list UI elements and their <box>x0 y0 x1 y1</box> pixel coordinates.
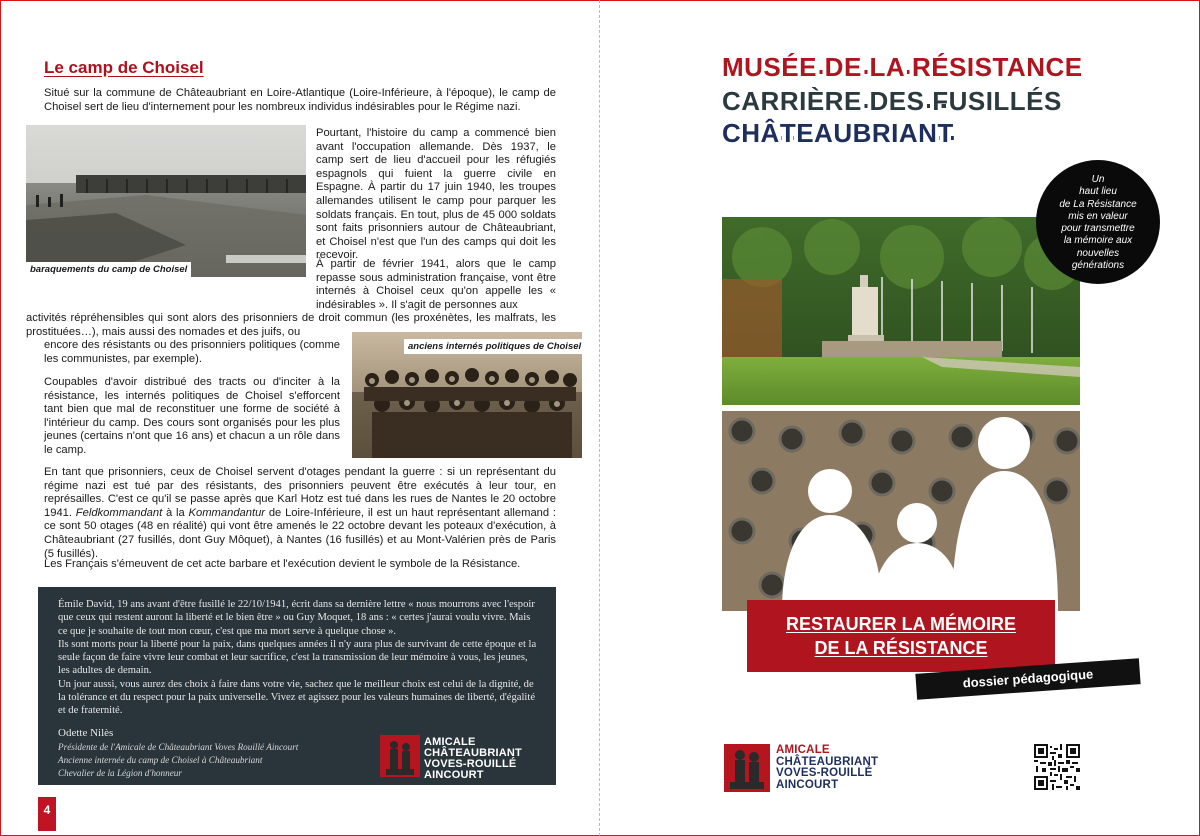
hostages-text-2: à la <box>162 506 189 519</box>
feldkommandant-term: Feldkommandant <box>75 506 163 519</box>
internees-caption: anciens internés politiques de Choisel <box>404 339 585 354</box>
right-logo-line-3: VOVES-ROUILLÉ <box>776 767 873 779</box>
restore-memory-title <box>747 612 1055 660</box>
logo-line-1: AMICALE <box>424 736 476 748</box>
logo-line-3: VOVES-ROUILLÉ <box>424 758 517 770</box>
signature-title-3: Chevalier de la Légion d'honneur <box>58 768 182 778</box>
amicale-logo-text <box>424 737 522 781</box>
society-paragraph: Coupables d'avoir distribué des tracts ou d'inciter à la résistance, les internés politiques de Choisel s'efforcent tant bien que mal de reconstituer une forme de société à l'intérieur du camp. Des cours sont organisés pour les plus jeunes (certains n'ont que 16 ans) et chacun a un rôle dans le camp. <box>44 376 340 456</box>
execution-wall-photo <box>722 411 1080 611</box>
right-logo-line-4: AINCOURT <box>776 778 839 791</box>
testimony-text: Émile David, 19 ans avant d'être fusillé le 22/10/1941, écrit dans sa dernière lettre « nous mourrons avec l'espoir que ceux qui restent auront la liberté et le bien être » ou Guy Moquet, 18 ans : « certes j'aurai voulu vivre. Mais ce que je souhaite de tout mon cœur, c'est que ma mort serve à quelque chose ». Ils sont morts pour la liberté pour la paix, dans quelques années il n'y aura plus de survivant de cette époque et la seule façon de faire vivre leur combat et leur sacrifice, c'est la transmission de leur mémoire à vous, les jeunes, les adultes de demain. Un jour aussi, vous aurez des choix à faire dans votre vie, sachez que le meilleur choix est celui de la dignité, de la tolérance et du respect pour la paix universelle. Vivez et agissez pour les valeurs humaines de liberté, d'égalité et de fraternité. <box>58 599 537 717</box>
hostages-text-1: En tant que prisonniers, ceux de Choisel servent d'otages pendant la guerre : si un représentant du régime nazi est tué par des résistants, des prisonniers peuvent être exécutés à leur tour, en représailles. C'est ce qu'il se passe après que Karl Hotz est tué dans les rues de Nantes le 20 octobre 1941. <box>44 466 556 519</box>
signature-title-1: Présidente de l'Amicale de Châteaubriant Voves Rouillé Aincourt <box>58 742 299 752</box>
dossier-label: dossier pédagogique <box>915 658 1140 700</box>
highlight-circle-text: Un haut lieu de La Résistance mis en valeur pour transmettre la mémoire aux nouvelles générations <box>1059 174 1137 272</box>
indesirables-paragraph-start: À partir de février 1941, alors que le camp repasse sous administration française, vont être internés à Choisel ceux qu'on appelle les « indésirables ». Il s'agit de personnes aux <box>316 258 556 311</box>
history-paragraph: Pourtant, l'histoire du camp a commencé bien avant l'occupation allemande. Dès 1937, le camp sert de lieu d'accueil pour les réfugiés espagnols qui fuient la guerre civile en Espagne. À partir du 17 juin 1940, les troupes allemandes utilisent le camp pour parquer les soldats français. En tout, plus de 45 000 soldats sont faits prisonniers autour de Châteaubriant, et Choisel n'est que l'un des camps qui doit les recevoir. <box>316 127 556 262</box>
page-number: 4 <box>38 797 56 831</box>
restore-memory-line-2: DE LA RÉSISTANCE <box>814 638 988 658</box>
amicale-logo-text-right <box>776 745 878 791</box>
conclusion-paragraph: Les Français s'émeuvent de cet acte barbare et l'exécution devient le symbole de la Résistance. <box>44 558 521 570</box>
right-logo-line-1: AMICALE <box>776 744 830 756</box>
signature-name: Odette Nilès <box>58 727 114 739</box>
indesirables-paragraph-middle: activités répréhensibles qui sont alors des prisonniers de droit commun (les proxénètes, les malfrats, les prostituées…), mais aussi des nomades et des juifs, ou <box>26 312 556 338</box>
hostages-paragraph <box>44 466 556 561</box>
qr-code[interactable] <box>1034 744 1080 790</box>
title-musee: MUSÉE DE LA RÉSISTANCE <box>722 52 1083 82</box>
page-fold <box>599 0 600 836</box>
memorial-photo <box>722 217 1080 405</box>
indesirables-paragraph-end: encore des résistants ou des prisonniers politiques (comme les communistes, par exemple). <box>44 339 340 365</box>
intro-paragraph: Situé sur la commune de Châteaubriant en Loire-Atlantique (Loire-Inférieure, à l'époque), le camp de Choisel sert de lieu d'internement pour les nombreux individus indésirables pour le Régime nazi. <box>44 87 556 113</box>
amicale-logo-image <box>380 735 420 777</box>
title-chateaubriant: CHÂTEAUBRIANT <box>722 118 954 148</box>
logo-line-4: AINCOURT <box>424 769 484 781</box>
barracks-photo <box>26 125 306 277</box>
restore-memory-line-1: RESTAURER LA MÉMOIRE <box>785 614 1016 634</box>
logo-line-2: CHÂTEAUBRIANT <box>424 747 522 759</box>
title-carriere: CARRIÈRE DES FUSILLÉS <box>722 86 1062 116</box>
kommandantur-term: Kommandantur <box>188 506 266 519</box>
right-logo-line-2: CHÂTEAUBRIANT <box>776 755 879 768</box>
signature-title-2: Ancienne internée du camp de Choisel à Châteaubriant <box>58 755 263 765</box>
left-page <box>0 0 598 836</box>
section-title: Le camp de Choisel <box>44 58 204 77</box>
barracks-caption: baraquements du camp de Choisel <box>26 262 191 277</box>
hostages-text-3: de Loire-Inférieure, il est un haut représentant allemand : ce sont 50 otages (48 en réalité) qui vont être amenés le 22 octobre devant les poteaux d'exécution, à Châteaubriant (27 fusillés, dont Guy Môquet), à Nantes (16 fusillés) et au Mont-Valérien près de Paris (5 fusillés). <box>44 506 557 560</box>
amicale-logo-image-right <box>724 744 770 792</box>
